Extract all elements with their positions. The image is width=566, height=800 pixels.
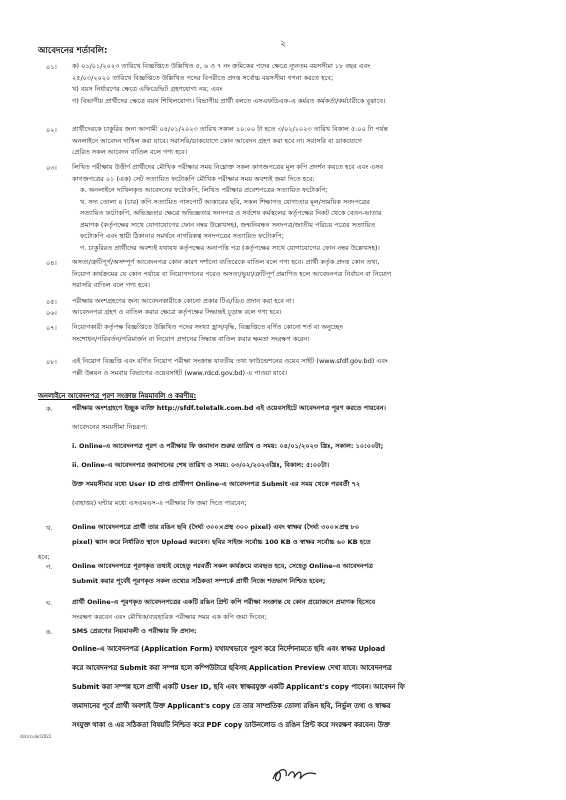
online-item-line: পরীক্ষায় অংশগ্রহণে ইচ্ছুক ব্যক্তি http://sfdf.teletalk.com.bd এই ওয়েবসাইটে আবেদনপত্র পূরণ করতে পারবেন। bbox=[72, 404, 386, 412]
item-line: ২৫/০৩/২০২০ তারিখে বিজ্ঞপ্তিতে উল্লিখিত পদের বিপরীতে প্রদত্ত সর্বোচ্চ বয়সসীমা গণনা করতে হবে; bbox=[72, 73, 334, 82]
online-item-line: ii. Online-এ আবেদনপত্র জমাদানের শেষ তারিখ ও সময়: ০৩/০২/২০২৩খ্রিঃ, বিকাল: ৫:০০টা। bbox=[72, 461, 330, 469]
item-number: ০৭। bbox=[46, 324, 57, 332]
online-item-number: ঙ. bbox=[46, 628, 53, 636]
online-item-line: pixel) স্ক্যান করে নির্ধারিত স্থানে Upload করবেন। ছবির সাইজ সর্বোচ্চ 100 KB ও স্বাক্ষর সর্বোচ্চ ৬০ KB হতে bbox=[72, 538, 371, 546]
item-line: এই নিয়োগ বিজ্ঞপ্তি এবং বর্ণিত নিয়োগ পরীক্ষা সংক্রান্ত যাবতীয় তথ্য ফাউন্ডেশনের ওয়েব সাইট (www.sfdf.gov.bd) এবং bbox=[72, 357, 388, 365]
online-item-line: Online আবেদনপত্রে প্রার্থী তার রঙিন ছবি (দৈর্ঘ্য ৩০০×প্রস্থ ৩০০ pixel) এবং স্বাক্ষর (দৈর্ঘ্য ৩০০×প্রস্থ ৮০ bbox=[72, 523, 360, 531]
online-item-number: ঘ. bbox=[46, 599, 53, 607]
item-line: সত্যায়িত ফটোকপি, অভিজ্ঞতার ক্ষেত্রে অভিজ্ঞতার সনদপত্র ও সর্বশেষ কর্মস্থলের কর্তৃপক্ষের নিকট থেকে বেতন-ভাতার bbox=[80, 209, 382, 217]
online-item-number: গ. bbox=[46, 563, 53, 571]
item-line: প্রেরিত সকল আবেদন বাতিল বলে গণ্য হবে। bbox=[72, 148, 188, 156]
item-number: ০৫। bbox=[46, 298, 57, 306]
online-item-line: (বাহাত্তর) ঘন্টার মধ্যে এসএমএস-এ পরীক্ষার ফি জমা দিতে পারবেন; bbox=[72, 499, 247, 507]
item-line: পরীক্ষায় অংশগ্রহণের জন্য আবেদনকারীকে কোনো প্রকার টিএ/ডিএ প্রদান করা হবে না। bbox=[72, 297, 295, 305]
online-item-line: Online আবেদনপত্রে পূরণকৃত তথ্যই যেহেতু পরবর্তী সকল কার্যক্রমে ব্যবহৃত হবে, সেহেতু Online-এ আবেদনপত্র bbox=[72, 562, 373, 570]
signature bbox=[270, 764, 320, 786]
online-item-line: i. Online-এ আবেদনপত্র পূরণ ও পরীক্ষার ফি জমাদান শুরুর তারিখ ও সময়: ০৪/০১/২০২৩ খ্রিঃ, সকাল: ১০:০০টা; bbox=[72, 442, 384, 450]
online-heading: অনলাইনে আবেদনপত্র পূরণ সংক্রান্ত নিয়মাবলি ও করণীয়: bbox=[38, 392, 197, 400]
online-item-line: আবেদনের সময়সীমা নিম্নরূপ: bbox=[72, 423, 148, 431]
online-item-number: ক. bbox=[46, 405, 53, 413]
item-line: ক) ০১/০১/২০২৩ তারিখে বিজ্ঞপ্তিতে উল্লিখিত ৫, ৬ ও ৭ নং ক্রমিকের পদের ক্ষেত্রে ন্যূনতম বয়সসীমা ১৮ বছর এবং bbox=[72, 62, 370, 70]
item-number: ০১। bbox=[46, 63, 57, 71]
item-line: কাগজপত্রের ০১ (এক) সেট সত্যায়িত ফটোকপি মৌখিক পরীক্ষার সময় অবশ্যই জমা দিতে হবে: bbox=[72, 174, 315, 183]
document-code: dl/circular/2022 bbox=[20, 734, 52, 739]
item-number: ০২। bbox=[46, 126, 57, 134]
item-line: খ) বয়স নির্ধারণের ক্ষেত্রে এফিডেভিট গ্রহণযোগ্য নয়; এবং bbox=[72, 85, 223, 93]
online-item-line: সংরক্ষণ করবেন এবং মৌখিক/ব্যবহারিক পরীক্ষার সময় এক কপি জমা দিবেন; bbox=[72, 613, 267, 621]
item-line: সংশোধন/পরিবর্তন/পরিমার্জন বা নিয়োগ প্রদানের সিদ্ধান্ত বাতিল করার ক্ষমতা সংরক্ষণ করেন। bbox=[72, 334, 310, 343]
online-item-number: খ. bbox=[46, 524, 53, 532]
item-line: সরাসরি বাতিল বলে গণ্য হবে। bbox=[72, 281, 150, 289]
conditions-heading: আবেদনের শর্তাবলি: bbox=[38, 46, 108, 56]
final-paragraph-line: করে আবেদনপত্র Submit করা সম্পন্ন হলে কম্পিউটারে ছবিসহ Application Preview দেখা যাবে। আবেদনপত্র bbox=[72, 664, 392, 672]
item-line: গ) বিভাগীয় প্রার্থীদের ক্ষেত্রে বয়স শিথিলযোগ্য। বিভাগীয় প্রার্থী বলতে এসএফডিএফ-এ কর্মরত কর্মকর্তা/কর্মচারীকে বুঝাবে। bbox=[72, 96, 386, 105]
item-line: খ. সদ্য তোলা ৪ (চার) কপি সত্যায়িত পাসপোর্ট আকারের ছবি, সকল শিক্ষাগত যোগ্যতার মূল/সাময়িক সনদপত্রের bbox=[80, 197, 370, 206]
online-item-line: SMS প্রেরণের নিয়মাবলী ও পরীক্ষার ফি প্রদান: bbox=[72, 627, 197, 635]
item-line: নিয়োগ কার্যক্রমের যে কোন পর্যায়ে বা নিয়োগদানের পরেও অসত্য/ভুয়া/ত্রুটিপূর্ণ প্রমাণিত হলে আবেদনপত্র নির্বাচন বা নিয়োগ bbox=[72, 269, 392, 278]
final-paragraph-line: Submit করা সম্পন্ন হলে প্রার্থী একটি User ID, ছবি এবং স্বাক্ষরযুক্ত একটি Applicant's copy পাবেন। আবেদন ফি bbox=[72, 683, 405, 691]
online-item-line: Submit করার পূর্বেই পূরণকৃত সকল তথ্যের সঠিকতা সম্পর্কে প্রার্থী নিজে শতভাগ নিশ্চিত হবেন; bbox=[72, 577, 326, 585]
page-number: ২ bbox=[280, 39, 286, 49]
online-item-line: প্রার্থী Online-এ পূরণকৃত আবেদনপত্রের একটি রঙিন প্রিন্ট কপি পরীক্ষা সংক্রান্ত যে কোন প্রয়োজনে প্রমাণক হিসেবে bbox=[72, 598, 376, 606]
item-line: অনলাইনে আবেদন দাখিল করা যাবে। সরাসরি/ডাকযোগে কোন আবেদন গ্রহণ করা হবে না। সরাসরি বা ডাকযোগে bbox=[72, 136, 362, 145]
item-number: ০৮। bbox=[46, 358, 57, 366]
final-paragraph-line: জমাদানের পূর্বে প্রার্থী অবশ্যই উক্ত Applicant's copy তে তার সাম্প্রতিক তোলা রঙিন ছবি, নির্ভুল তথ্য ও স্বাক্ষর bbox=[72, 702, 391, 710]
item-line: ফটোকপি এবং স্থায়ী ঠিকানার সমর্থনে নাগরিকত্ব সনদপত্রের সত্যায়িত ফটোকপি; bbox=[80, 232, 284, 240]
item-line: প্রমাণক (কর্তৃপক্ষের সাথে যোগাযোগের ফোন নম্বর উল্লেখসহ), জন্মনিবন্ধন সনদপত্র/জাতীয় পরিচয় পত্রের সত্যায়িত bbox=[80, 220, 376, 229]
item-line: অসত্য/ত্রুটিপূর্ণ/অসম্পূর্ণ আবেদনপত্র কোন কারণ দর্শানো ব্যতিরেকে বাতিল বলে গণ্য হবে। প্রার্থী কর্তৃক প্রদত্ত কোন তথ্য, bbox=[72, 258, 380, 266]
item-line: নিয়োগকারী কর্তৃপক্ষ বিজ্ঞপ্তিতে উল্লিখিত পদের সংখ্যা হ্রাস/বৃদ্ধি, বিজ্ঞপ্তিতে বর্ণিত কোনো শর্ত বা অনুচ্ছেদ bbox=[72, 323, 344, 331]
item-line: প্রার্থীদেরকে চাকুরির জন্য আগামী ০৪/০১/২০২৩ তারিখ সকাল ১০:০০ টা হতে ৩/০২/২০২৩ তারিখ বিকাল ৫:০০ টা পর্যন্ত bbox=[72, 125, 389, 133]
item-line: গ. চাকুরিরত প্রার্থীদের অবশ্যই যথাযথ কর্তৃপক্ষের অনাপত্তি পত্র (কর্তৃপক্ষের সাথে যোগাযোগের ফোন নম্বর উল্লেখসহ)। bbox=[80, 243, 380, 252]
final-paragraph-line: Online-এ আবেদনপত্র (Application Form) যথাযথভাবে পূরণ করে নির্দেশনামতে ছবি এবং স্বাক্ষর Upload bbox=[72, 645, 386, 653]
item-line: লিখিত পরীক্ষায় উত্তীর্ণ প্রার্থীদের মৌখিক পরীক্ষার সময় নিম্নোক্ত সকল কাগজপত্রের মূল কপি প্রদর্শন করতে হবে এবং এসব bbox=[72, 163, 384, 171]
item-number: ০৩। bbox=[46, 164, 57, 172]
item-number: ০৬। bbox=[46, 309, 57, 317]
online-item-line: উক্ত সময়সীমার মধ্যে User ID প্রাপ্ত প্রার্থীগণ Online-এ আবেদনপত্র Submit এর সময় থেকে পরবর্তী ৭২ bbox=[72, 480, 361, 488]
online-item-line: হবে; bbox=[38, 553, 50, 561]
item-number: ০৪। bbox=[46, 259, 57, 267]
final-paragraph-line: সংযুক্ত থাকা ও এর সঠিকতা বিষয়টি নিশ্চিত করে PDF copy ডাউনলোড ও রঙিন প্রিন্ট করে সংরক্ষণ করবেন। উক্ত bbox=[72, 721, 390, 729]
item-line: আবেদনপত্র গ্রহণ ও বাতিল করার ক্ষেত্রে কর্তৃপক্ষের সিদ্ধান্তই চূড়ান্ত বলে গণ্য হবে। bbox=[72, 308, 282, 316]
item-line: ক. অনলাইনে দাখিলকৃত আবেদনের ফটোকপি, লিখিত পরীক্ষার প্রবেশপত্রের সত্যায়িত ফটোকপি; bbox=[80, 186, 328, 194]
item-line: পল্লী উন্নয়ন ও সমবায় বিভাগের ওয়েবসাইট (www.rdcd.gov.bd) এ পাওয়া যাবে। bbox=[72, 368, 288, 377]
